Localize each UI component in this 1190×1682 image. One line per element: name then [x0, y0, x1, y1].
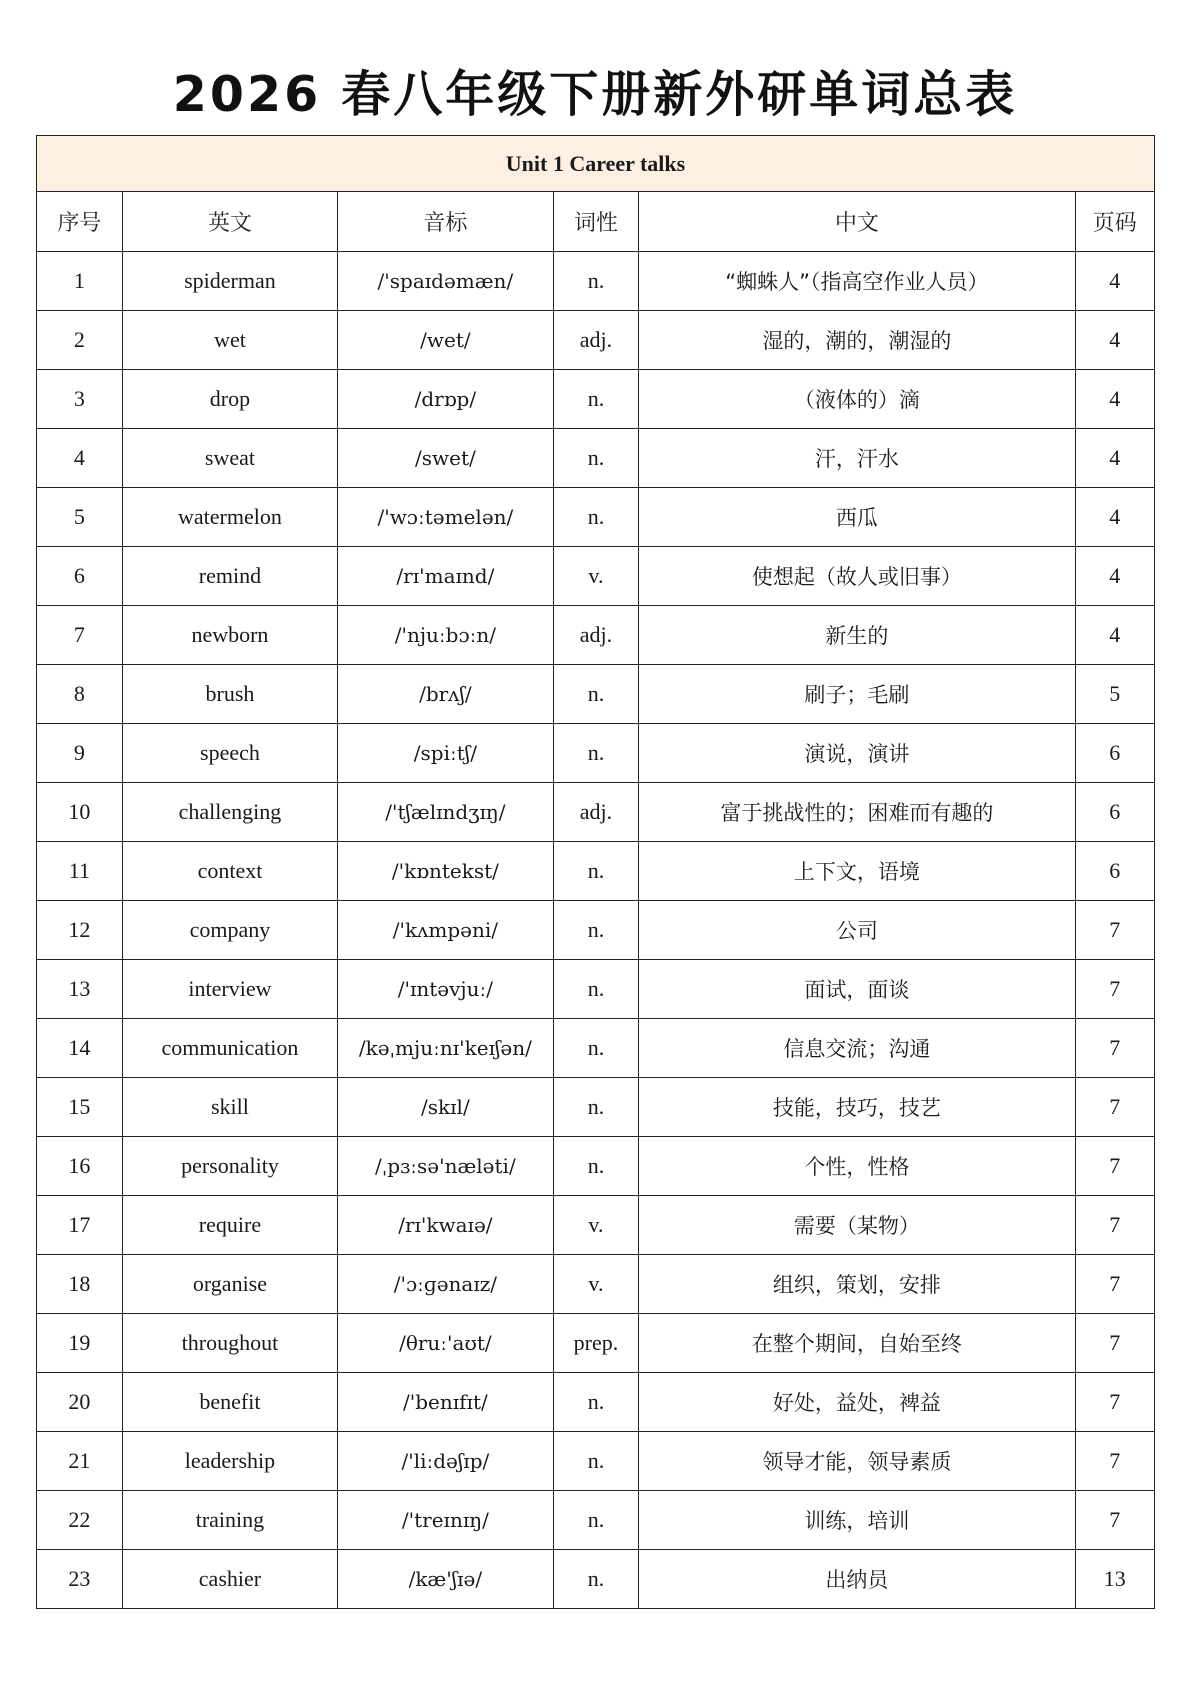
word-english: communication [122, 1019, 337, 1078]
word-part-of-speech: n. [553, 252, 639, 311]
word-chinese: 信息交流；沟通 [639, 1019, 1075, 1078]
word-phonetic: /'treɪnɪŋ/ [338, 1491, 553, 1550]
word-chinese: 需要（某物） [639, 1196, 1075, 1255]
word-chinese: 好处，益处，裨益 [639, 1373, 1075, 1432]
word-number: 5 [37, 488, 123, 547]
word-page: 4 [1075, 429, 1154, 488]
word-part-of-speech: adj. [553, 606, 639, 665]
word-page: 7 [1075, 1255, 1154, 1314]
word-phonetic: /'liːdəʃɪp/ [338, 1432, 553, 1491]
word-number: 13 [37, 960, 123, 1019]
table-row [37, 1078, 1155, 1137]
word-page: 7 [1075, 1019, 1154, 1078]
word-chinese: 湿的，潮的，潮湿的 [639, 311, 1075, 370]
unit-title: Unit 1 Career talks [37, 136, 1155, 192]
word-number: 15 [37, 1078, 123, 1137]
table-row [37, 488, 1155, 547]
header-num: 序号 [37, 192, 123, 252]
word-english: watermelon [122, 488, 337, 547]
word-english: drop [122, 370, 337, 429]
word-number: 1 [37, 252, 123, 311]
table-row [37, 842, 1155, 901]
word-number: 17 [37, 1196, 123, 1255]
header-pos: 词性 [553, 192, 639, 252]
word-number: 19 [37, 1314, 123, 1373]
word-page: 7 [1075, 1491, 1154, 1550]
word-chinese: 汗，汗水 [639, 429, 1075, 488]
word-part-of-speech: n. [553, 1078, 639, 1137]
word-part-of-speech: n. [553, 1491, 639, 1550]
word-page: 4 [1075, 370, 1154, 429]
word-page: 4 [1075, 547, 1154, 606]
word-chinese: 刷子；毛刷 [639, 665, 1075, 724]
word-part-of-speech: n. [553, 665, 639, 724]
word-number: 21 [37, 1432, 123, 1491]
word-chinese: 出纳员 [639, 1550, 1075, 1609]
word-number: 3 [37, 370, 123, 429]
header-english: 英文 [122, 192, 337, 252]
word-chinese: 演说，演讲 [639, 724, 1075, 783]
word-part-of-speech: adj. [553, 783, 639, 842]
word-page: 4 [1075, 606, 1154, 665]
word-page: 7 [1075, 960, 1154, 1019]
word-part-of-speech: n. [553, 1373, 639, 1432]
word-phonetic: /spiːtʃ/ [338, 724, 553, 783]
word-chinese: 公司 [639, 901, 1075, 960]
unit-header-row [37, 136, 1155, 192]
word-rows [37, 252, 1155, 1609]
table-row [37, 1255, 1155, 1314]
vocabulary-table [36, 135, 1155, 1609]
word-part-of-speech: n. [553, 1550, 639, 1609]
word-number: 6 [37, 547, 123, 606]
word-chinese: （液体的）滴 [639, 370, 1075, 429]
table-row [37, 429, 1155, 488]
table-row [37, 960, 1155, 1019]
table-row [37, 1314, 1155, 1373]
word-page: 7 [1075, 1373, 1154, 1432]
word-number: 4 [37, 429, 123, 488]
word-page: 4 [1075, 252, 1154, 311]
table-row [37, 724, 1155, 783]
table-row [37, 311, 1155, 370]
word-chinese: 个性，性格 [639, 1137, 1075, 1196]
word-english: organise [122, 1255, 337, 1314]
word-english: spiderman [122, 252, 337, 311]
word-part-of-speech: n. [553, 842, 639, 901]
word-part-of-speech: n. [553, 1137, 639, 1196]
word-chinese: 新生的 [639, 606, 1075, 665]
word-number: 23 [37, 1550, 123, 1609]
word-part-of-speech: n. [553, 724, 639, 783]
word-part-of-speech: n. [553, 488, 639, 547]
word-part-of-speech: n. [553, 1019, 639, 1078]
word-page: 4 [1075, 311, 1154, 370]
word-phonetic: /drɒp/ [338, 370, 553, 429]
table-row [37, 1196, 1155, 1255]
table-row [37, 1019, 1155, 1078]
word-page: 6 [1075, 783, 1154, 842]
word-part-of-speech: n. [553, 429, 639, 488]
word-chinese: “蜘蛛人”（指高空作业人员） [639, 252, 1075, 311]
word-phonetic: /rɪ'kwaɪə/ [338, 1196, 553, 1255]
word-page: 5 [1075, 665, 1154, 724]
word-page: 4 [1075, 488, 1154, 547]
table-row [37, 547, 1155, 606]
word-page: 6 [1075, 842, 1154, 901]
word-page: 7 [1075, 1196, 1154, 1255]
word-phonetic: /swet/ [338, 429, 553, 488]
word-page: 13 [1075, 1550, 1154, 1609]
header-page: 页码 [1075, 192, 1154, 252]
table-row [37, 606, 1155, 665]
word-english: benefit [122, 1373, 337, 1432]
word-phonetic: /'njuːbɔːn/ [338, 606, 553, 665]
word-english: training [122, 1491, 337, 1550]
column-header-row [37, 192, 1155, 252]
word-phonetic: /'kʌmpəni/ [338, 901, 553, 960]
word-number: 2 [37, 311, 123, 370]
word-english: context [122, 842, 337, 901]
word-number: 22 [37, 1491, 123, 1550]
word-page: 7 [1075, 901, 1154, 960]
word-chinese: 组织，策划，安排 [639, 1255, 1075, 1314]
word-phonetic: /brʌʃ/ [338, 665, 553, 724]
word-part-of-speech: prep. [553, 1314, 639, 1373]
word-chinese: 使想起（故人或旧事） [639, 547, 1075, 606]
word-phonetic: /rɪ'maɪnd/ [338, 547, 553, 606]
word-phonetic: /'benɪfɪt/ [338, 1373, 553, 1432]
word-phonetic: /'ɪntəvjuː/ [338, 960, 553, 1019]
table-row [37, 1550, 1155, 1609]
word-page: 7 [1075, 1078, 1154, 1137]
table-row [37, 252, 1155, 311]
table-row [37, 901, 1155, 960]
word-number: 18 [37, 1255, 123, 1314]
word-chinese: 在整个期间，自始至终 [639, 1314, 1075, 1373]
word-english: remind [122, 547, 337, 606]
word-chinese: 训练，培训 [639, 1491, 1075, 1550]
word-number: 8 [37, 665, 123, 724]
word-part-of-speech: v. [553, 547, 639, 606]
word-chinese: 上下文，语境 [639, 842, 1075, 901]
word-english: require [122, 1196, 337, 1255]
word-chinese: 富于挑战性的；困难而有趣的 [639, 783, 1075, 842]
word-chinese: 西瓜 [639, 488, 1075, 547]
word-english: challenging [122, 783, 337, 842]
word-page: 6 [1075, 724, 1154, 783]
word-phonetic: /'ɔːɡənaɪz/ [338, 1255, 553, 1314]
word-phonetic: /'wɔːtəmelən/ [338, 488, 553, 547]
word-part-of-speech: v. [553, 1196, 639, 1255]
word-number: 11 [37, 842, 123, 901]
word-part-of-speech: n. [553, 960, 639, 1019]
word-phonetic: /θruː'aʊt/ [338, 1314, 553, 1373]
word-number: 7 [37, 606, 123, 665]
word-page: 7 [1075, 1432, 1154, 1491]
word-english: newborn [122, 606, 337, 665]
word-part-of-speech: n. [553, 1432, 639, 1491]
word-phonetic: /kəˌmjuːnɪ'keɪʃən/ [338, 1019, 553, 1078]
word-english: speech [122, 724, 337, 783]
word-english: wet [122, 311, 337, 370]
word-english: brush [122, 665, 337, 724]
word-phonetic: /skɪl/ [338, 1078, 553, 1137]
word-phonetic: /ˌpɜːsə'næləti/ [338, 1137, 553, 1196]
word-number: 10 [37, 783, 123, 842]
word-chinese: 面试，面谈 [639, 960, 1075, 1019]
word-number: 20 [37, 1373, 123, 1432]
word-phonetic: /'kɒntekst/ [338, 842, 553, 901]
word-english: leadership [122, 1432, 337, 1491]
word-phonetic: /'spaɪdəmæn/ [338, 252, 553, 311]
table-row [37, 665, 1155, 724]
word-english: interview [122, 960, 337, 1019]
table-row [37, 783, 1155, 842]
page-title: 2026 春八年级下册新外研单词总表 [172, 66, 1018, 123]
word-english: skill [122, 1078, 337, 1137]
table-row [37, 1432, 1155, 1491]
word-number: 9 [37, 724, 123, 783]
word-english: personality [122, 1137, 337, 1196]
word-part-of-speech: v. [553, 1255, 639, 1314]
word-page: 7 [1075, 1314, 1154, 1373]
table-row [37, 370, 1155, 429]
word-english: throughout [122, 1314, 337, 1373]
word-number: 16 [37, 1137, 123, 1196]
table-row [37, 1491, 1155, 1550]
word-page: 7 [1075, 1137, 1154, 1196]
word-phonetic: /wet/ [338, 311, 553, 370]
word-chinese: 技能，技巧，技艺 [639, 1078, 1075, 1137]
word-part-of-speech: n. [553, 901, 639, 960]
word-number: 14 [37, 1019, 123, 1078]
word-number: 12 [37, 901, 123, 960]
word-phonetic: /kæ'ʃɪə/ [338, 1550, 553, 1609]
header-chinese: 中文 [639, 192, 1075, 252]
word-chinese: 领导才能，领导素质 [639, 1432, 1075, 1491]
word-part-of-speech: adj. [553, 311, 639, 370]
word-part-of-speech: n. [553, 370, 639, 429]
table-row [37, 1137, 1155, 1196]
word-english: cashier [122, 1550, 337, 1609]
header-phonetic: 音标 [338, 192, 553, 252]
word-phonetic: /'tʃælɪndʒɪŋ/ [338, 783, 553, 842]
table-row [37, 1373, 1155, 1432]
word-english: sweat [122, 429, 337, 488]
word-english: company [122, 901, 337, 960]
